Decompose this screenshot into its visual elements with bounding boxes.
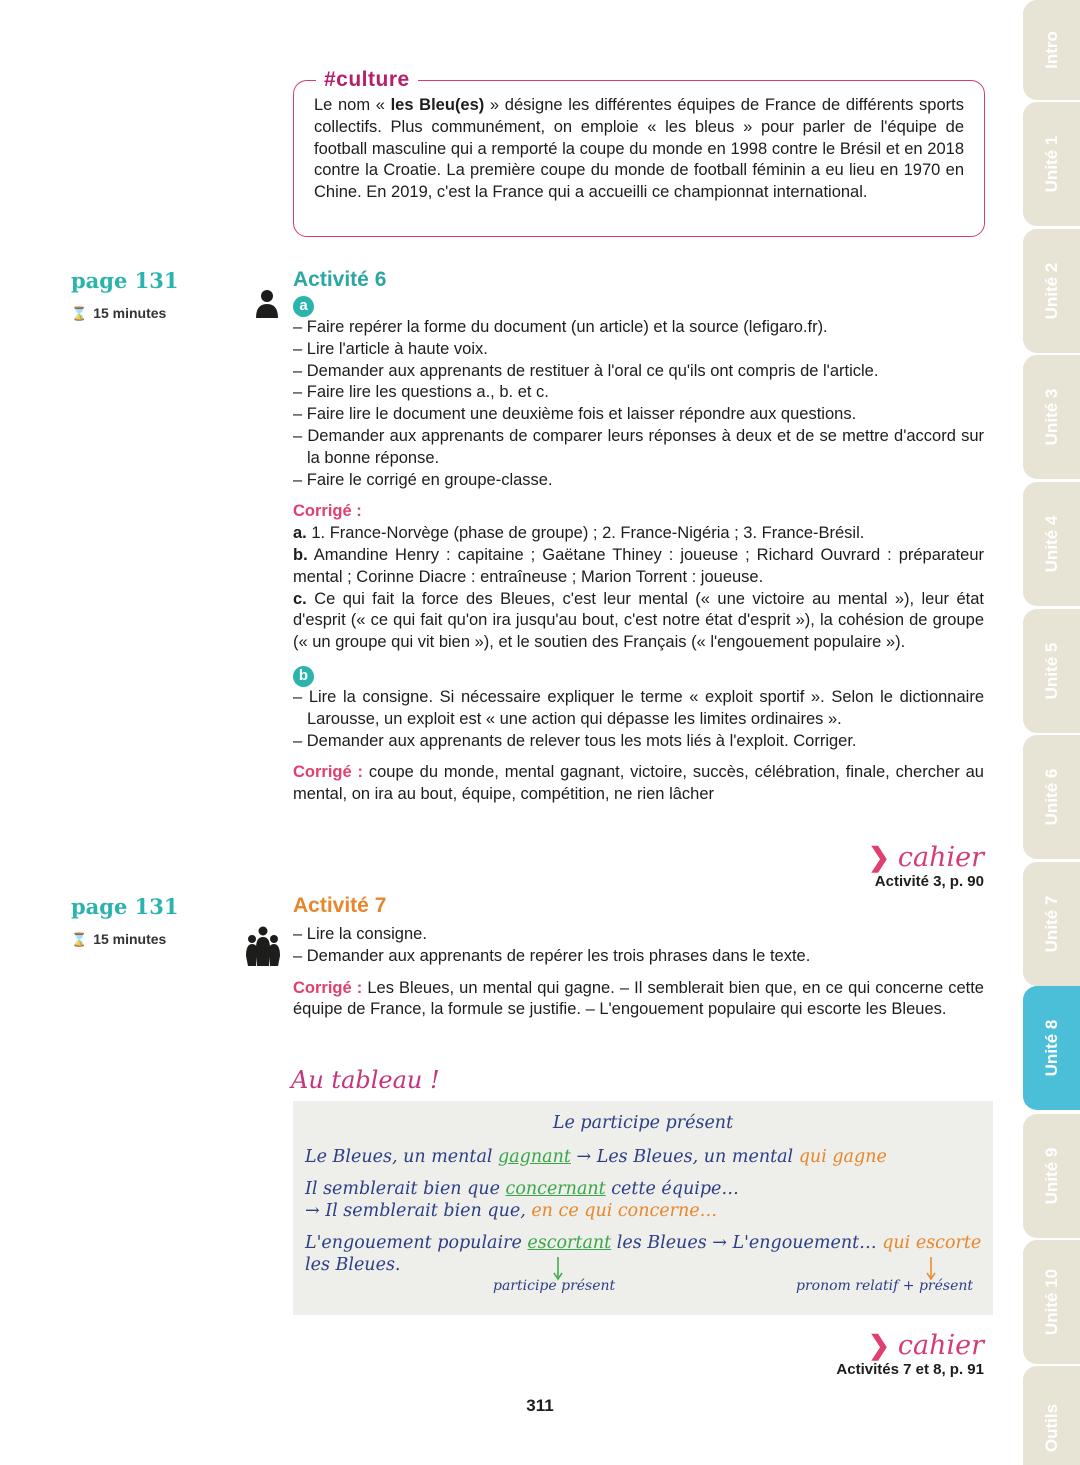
list-item: – Faire le corrigé en groupe-classe. <box>293 470 984 492</box>
activity7-corrige: Corrigé : Les Bleues, un mental qui gagne. – Il semblerait bien que, en ce qui concerne cette équipe de France, la formule se justifie. – L'engouement populaire qui escorte les Bleues. <box>293 978 984 1019</box>
hourglass-icon: ⌛ <box>71 306 88 321</box>
corrige-label: Corrigé : <box>293 502 362 521</box>
tab-unit-8[interactable]: Unité 8 <box>1023 986 1080 1110</box>
culture-text: Le nom « les Bleu(es) » désigne les différentes équipes de France de différents sports collectifs. Plus communément, on emploie « les bleus » pour parler de l'équipe de football masculine qui a remporté la coupe du monde en 1998 contre le Brésil et en 2018 contre la Croatie. La première coupe du monde de football féminin a eu lieu en 1970 en Chine. En 2019, c'est la France qui a accueilli ce championnat international. <box>314 96 964 202</box>
activity7-duration: ⌛ 15 minutes <box>71 931 167 947</box>
list-item: – Demander aux apprenants de relever tous les mots liés à l'exploit. Corriger. <box>293 731 984 753</box>
tab-unit-1[interactable]: Unité 1 <box>1023 102 1080 226</box>
corrige-b: b. Amandine Henry : capitaine ; Gaëtane Thiney : joueuse ; Richard Ouvrard : préparateur mental ; Corinne Diacre : entraîneuse ; Marion Torrent : joueuse. <box>293 545 984 586</box>
board-line-4: L'engouement populaire escortant les Bleues → L'engouement… qui escorte <box>305 1233 982 1253</box>
tab-unit-3[interactable]: Unité 3 <box>1023 355 1080 479</box>
tab-unit-7[interactable]: Unité 7 <box>1023 862 1080 986</box>
list-item: – Demander aux apprenants de comparer leurs réponses à deux et de se mettre d'accord sur la bonne réponse. <box>293 426 984 470</box>
activity6-title: Activité 6 <box>293 268 387 291</box>
list-item: – Faire lire le document une deuxième fois et laisser répondre aux questions. <box>293 404 984 426</box>
tab-unit-10[interactable]: Unité 10 <box>1023 1240 1080 1364</box>
individual-work-icon <box>255 289 279 319</box>
hourglass-icon: ⌛ <box>71 932 88 947</box>
corrige-a: a. 1. France-Norvège (phase de groupe) ; 2. France-Nigéria ; 3. France-Brésil. <box>293 524 865 543</box>
activity6-cahier-ref: ❯ cahier Activité 3, p. 90 <box>868 842 984 890</box>
chevron-right-icon: ❯ <box>868 842 890 872</box>
tab-unit-5[interactable]: Unité 5 <box>1023 609 1080 733</box>
board-line-3: → Il semblerait bien que, en ce qui concerne… <box>305 1201 718 1221</box>
activity7-cahier-ref: ❯ cahier Activités 7 et 8, p. 91 <box>836 1330 984 1378</box>
tab-outils[interactable]: Outils <box>1023 1366 1080 1465</box>
activity6-duration: ⌛ 15 minutes <box>71 305 167 321</box>
culture-title: #culture <box>316 68 418 92</box>
tab-intro[interactable]: Intro <box>1023 0 1080 100</box>
list-item: – Faire lire les questions a., b. et c. <box>293 382 984 404</box>
list-item: – Lire l'article à haute voix. <box>293 339 984 361</box>
page-number: 311 <box>526 1396 554 1415</box>
board-note-participe: participe présent <box>493 1278 616 1294</box>
list-item: – Demander aux apprenants de repérer les trois phrases dans le texte. <box>293 946 984 968</box>
activity6-page-ref: page 131 <box>71 268 179 293</box>
board-panel <box>293 1101 993 1315</box>
list-item: – Demander aux apprenants de restituer à l'oral ce qu'ils ont compris de l'article. <box>293 361 984 383</box>
corrige-step-b: Corrigé : coupe du monde, mental gagnant, victoire, succès, célébration, finale, chercher au mental, on ira au bout, équipe, compétition, ne rien lâcher <box>293 763 984 804</box>
list-item: – Faire repérer la forme du document (un article) et la source (lefigaro.fr). <box>293 317 984 339</box>
activity7-title: Activité 7 <box>293 894 387 917</box>
activity7-section <box>293 894 984 1021</box>
activity6-step-a-list <box>293 317 984 491</box>
tab-unit-2[interactable]: Unité 2 <box>1023 229 1080 353</box>
board-heading: Au tableau ! <box>291 1066 440 1094</box>
board-line-1: Le Bleues, un mental gagnant → Les Bleues, un mental qui gagne <box>305 1147 887 1167</box>
chevron-right-icon: ❯ <box>868 1330 890 1360</box>
activity7-list <box>293 924 984 968</box>
group-work-icon <box>245 926 281 968</box>
activity6-step-b-list <box>293 687 984 752</box>
board-line-5: les Bleues. <box>305 1255 401 1275</box>
step-a-badge: a <box>293 296 314 317</box>
list-item: – Lire la consigne. <box>293 924 984 946</box>
tab-unit-6[interactable]: Unité 6 <box>1023 735 1080 859</box>
board-note-pronom: pronom relatif + présent <box>796 1278 974 1294</box>
board-title: Le participe présent <box>552 1113 734 1133</box>
activity6-section <box>293 268 984 806</box>
tab-unit-9[interactable]: Unité 9 <box>1023 1114 1080 1238</box>
activity7-page-ref: page 131 <box>71 894 179 919</box>
board-line-2: Il semblerait bien que concernant cette équipe… <box>305 1179 739 1199</box>
step-b-badge: b <box>293 666 314 687</box>
corrige-c: c. Ce qui fait la force des Bleues, c'est leur mental (« une victoire au mental »), leur état d'esprit (« ce qui fait qu'on ira jusqu'au bout, c'est notre état d'esprit »), la cohésion de groupe (« un groupe qui vit bien »), et le soutien des Français (« l'engouement populaire »). <box>293 589 984 652</box>
culture-box <box>293 68 985 237</box>
unit-tabs <box>1023 0 1080 1465</box>
list-item: – Lire la consigne. Si nécessaire expliquer le terme « exploit sportif ». Selon le dictionnaire Larousse, un exploit est « une action qui dépasse les limites ordinaires ». <box>293 687 984 731</box>
tab-unit-4[interactable]: Unité 4 <box>1023 482 1080 606</box>
